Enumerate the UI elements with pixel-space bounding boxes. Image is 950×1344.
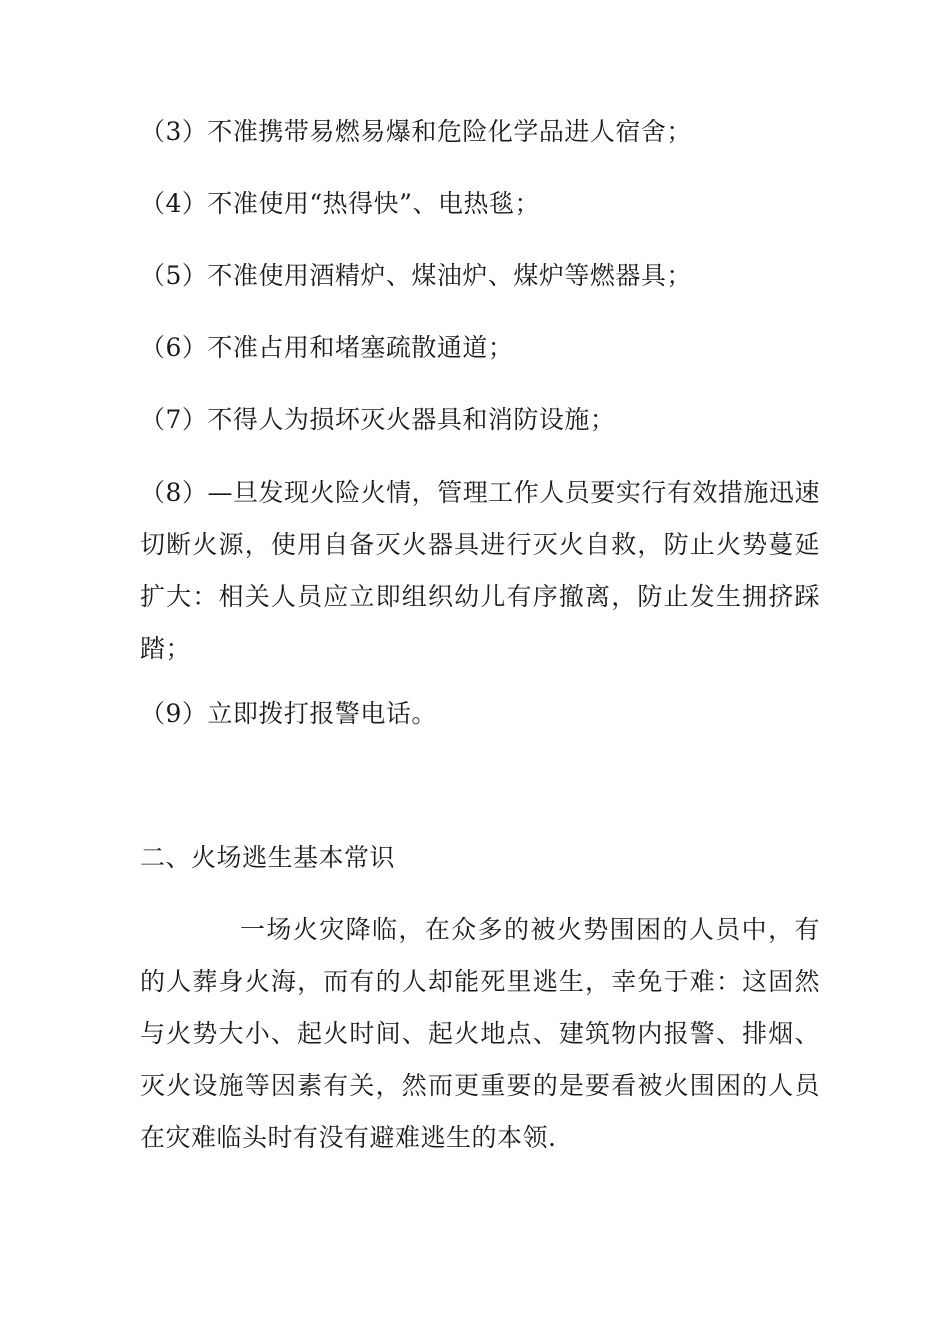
rule-item-8: （8）—旦发现火险火情，管理工作人员要实行有效措施迅速切断火源，使用自备灭火器具进行灭火自救，防止火势蔓延扩大：相关人员应立即组织幼儿有序撤离，防止发生拥挤踩踏； — [140, 478, 820, 663]
rule-item-9: （9）立即拨打报警电话。 — [140, 699, 437, 728]
section-heading: 二、火场逃生基本常识 — [140, 843, 396, 872]
rule-item-7: （7）不得人为损坏灭火器具和消防设施； — [140, 405, 616, 434]
section-paragraph: 一场火灾降临，在众多的被火势围困的人员中，有的人葬身火海，而有的人却能死里逃生，幸免于难：这固然与火势大小、起火时间、起火地点、建筑物内报警、排烟、灭火设施等因素有关，然而更重要的是要看被火围困的人员在灾难临头时有没有避难逃生的本领. — [140, 915, 820, 1152]
rule-item-3: （3）不准携带易燃易爆和危险化学品进人宿舍； — [140, 117, 692, 146]
rule-item-5: （5）不准使用酒精炉、煤油炉、煤炉等燃器具； — [140, 261, 692, 290]
rule-item-4: （4）不准使用“热得快”、电热毯； — [140, 189, 540, 218]
rule-item-6: （6）不准占用和堵塞疏散通道； — [140, 333, 514, 362]
